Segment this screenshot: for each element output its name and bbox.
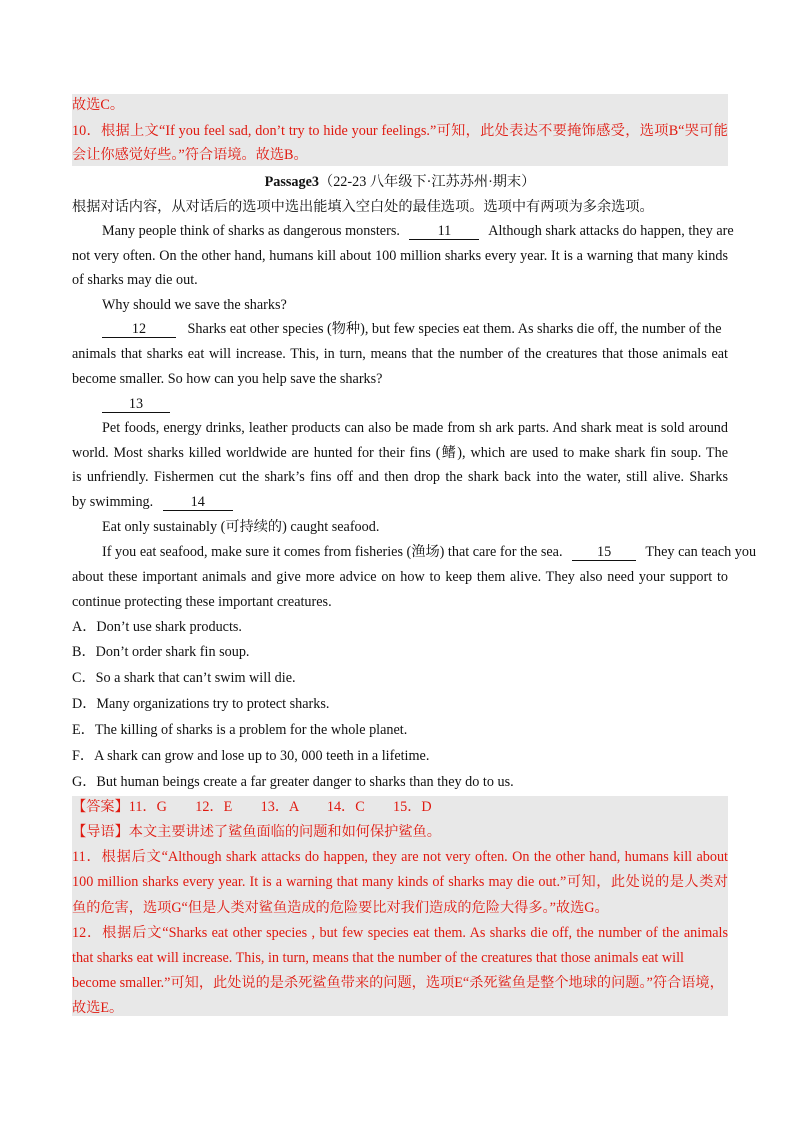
- passage-line: [102, 320, 728, 338]
- option-c: C．So a shark that can’t swim will die.: [72, 670, 296, 686]
- blank-11: 11: [409, 223, 479, 240]
- passage-title-bold: Passage3: [264, 174, 320, 190]
- blank-15: 15: [572, 544, 636, 561]
- option-a: A．Don’t use shark products.: [72, 619, 242, 635]
- option-d: D．Many organizations try to protect sharks.: [72, 696, 330, 712]
- answer-line: 10．根据上文“If you feel sad, don’t try to hide your feelings.”可知，此处表达不要掩饰感受，选项B“哭可能: [72, 123, 728, 139]
- answer-key: 【答案】11．G 12．E 13．A 14．C 15．D: [72, 799, 432, 815]
- passage-line: world. Most sharks killed worldwide are hunted for their fins (鳍), which are used to make shark fin soup. The: [72, 445, 728, 461]
- passage-text: by swimming.: [72, 494, 154, 510]
- passage-line: not very often. On the other hand, humans kill about 100 million sharks every year. It is a warning that many kinds: [72, 248, 728, 264]
- option-g: G．But human beings create a far greater danger to sharks than they do to us.: [72, 774, 514, 790]
- option-b: B．Don’t order shark fin soup.: [72, 644, 250, 660]
- passage-text: Although shark attacks do happen, they are: [488, 223, 734, 239]
- passage-line: about these important animals and give more advice on how to keep them alive. They also need your support to: [72, 569, 728, 585]
- option-f: F．A shark can grow and lose up to 30, 000 teeth in a lifetime.: [72, 748, 430, 764]
- passage-line: Eat only sustainably (可持续的) caught seafood.: [102, 519, 380, 535]
- passage-line: [102, 222, 734, 240]
- passage-line: [72, 493, 728, 511]
- explanation-line: 12．根据后文“Sharks eat other species , but few species eat them. As sharks die off, the number of the animals: [72, 925, 728, 941]
- blank-14: 14: [163, 494, 233, 511]
- explanation-line: 鱼的危害，选项G“但是人类对鲨鱼造成的危险要比对我们造成的危险大得多。”故选G。: [72, 900, 609, 916]
- explanation-line: that sharks eat will increase. This, in turn, means that the number of the creatures that those animals eat will: [72, 950, 684, 966]
- answer-line: 会让你感觉好些。”符合语境。故选B。: [72, 147, 308, 163]
- passage-title-source: （22-23 八年级下·江苏苏州·期末）: [319, 174, 536, 190]
- explanation-line: become smaller.”可知，此处说的是杀死鲨鱼带来的问题，选项E“杀死鲨鱼是整个地球的问题。”符合语境，: [72, 975, 724, 991]
- passage-text: Many people think of sharks as dangerous monsters.: [102, 223, 400, 239]
- instruction: 根据对话内容，从对话后的选项中选出能填入空白处的最佳选项。选项中有两项为多余选项。: [72, 199, 654, 215]
- option-e: E．The killing of sharks is a problem for the whole planet.: [72, 722, 408, 738]
- passage-line: become smaller. So how can you help save the sharks?: [72, 371, 383, 387]
- passage-text: They can teach you: [645, 544, 757, 560]
- answer-guide: 【导语】本文主要讲述了鲨鱼面临的问题和如何保护鲨鱼。: [72, 824, 441, 840]
- answer-line: 故选C。: [72, 97, 125, 113]
- passage-text: Sharks eat other species (物种), but few species eat them. As sharks die off, the number of the: [187, 321, 722, 337]
- passage-line: [102, 543, 757, 561]
- passage-line: of sharks may die out.: [72, 272, 198, 288]
- blank-12: 12: [102, 321, 176, 338]
- passage-line: Pet foods, energy drinks, leather products can also be made from sh ark parts. And shark meat is sold around: [102, 420, 728, 436]
- passage-line: Why should we save the sharks?: [102, 297, 287, 313]
- explanation-line: 故选E。: [72, 1000, 124, 1016]
- passage-text: If you eat seafood, make sure it comes from fisheries (渔场) that care for the sea.: [102, 544, 563, 560]
- blank-13: 13: [102, 396, 170, 413]
- passage-title: [0, 173, 800, 191]
- passage-line: animals that sharks eat will increase. This, in turn, means that the number of the creatures that those animals eat: [72, 346, 728, 362]
- explanation-line: 100 million sharks every year. It is a warning that many kinds of sharks may die out.”可知，此处说的是人类对: [72, 874, 728, 890]
- passage-line: [102, 395, 728, 413]
- passage-line: is unfriendly. Fishermen cut the shark’s fins off and then drop the shark back into the water, still alive. Sharks: [72, 469, 728, 485]
- passage-line: continue protecting these important creatures.: [72, 594, 332, 610]
- explanation-line: 11．根据后文“Although shark attacks do happen, they are not very often. On the other hand, humans kill about: [72, 849, 728, 865]
